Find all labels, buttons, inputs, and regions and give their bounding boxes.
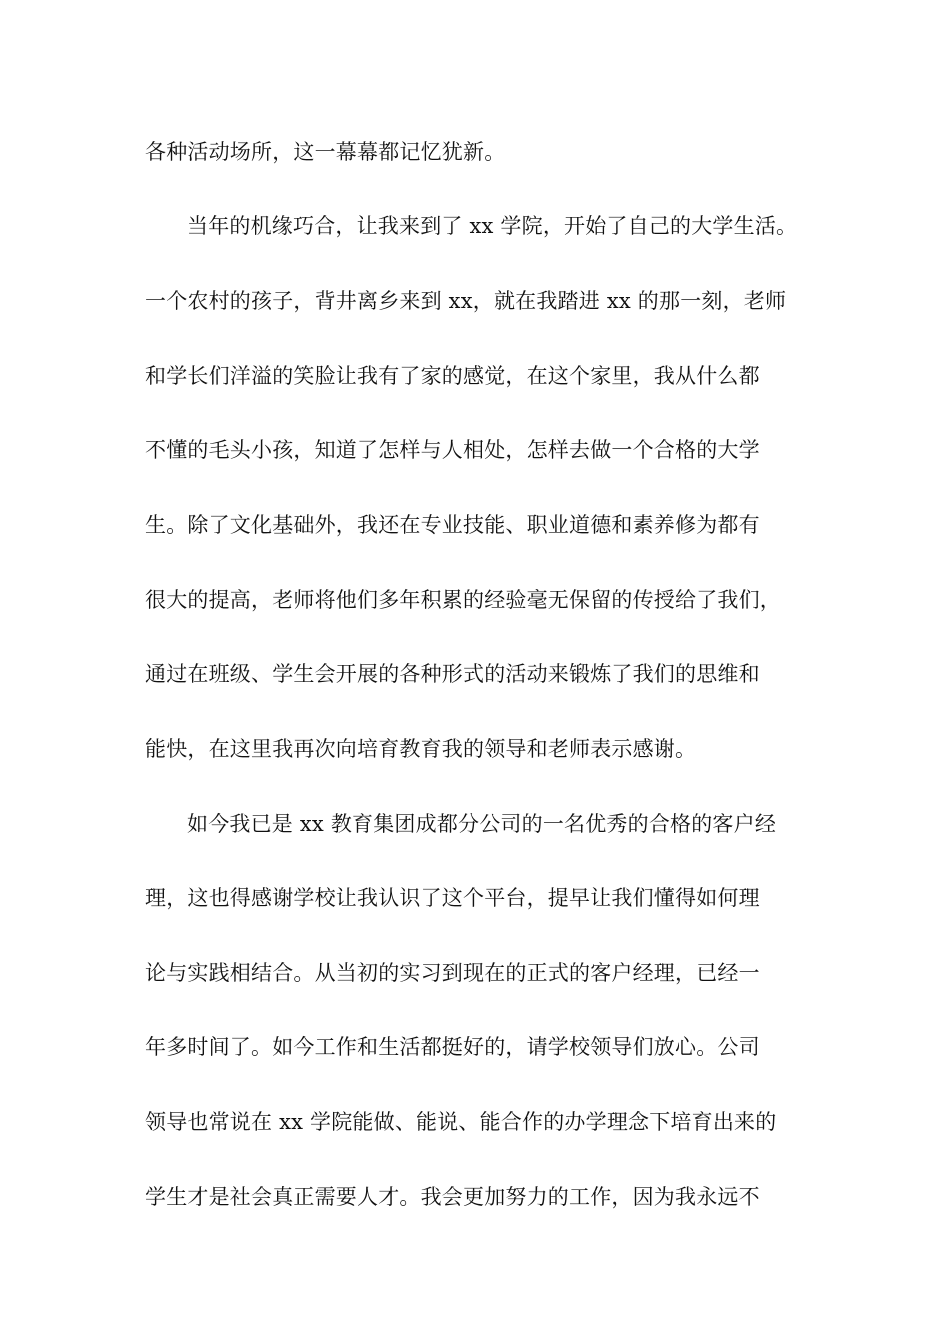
text-line-12: 论与实践相结合。从当初的实习到现在的正式的客户经理，已经一 <box>145 961 760 985</box>
text-line-6: 生。除了文化基础外，我还在专业技能、职业道德和素养修为都有 <box>145 513 760 537</box>
text-line-10: 如今我已是 xx 教育集团成都分公司的一名优秀的合格的客户经 <box>187 812 777 836</box>
text-line-8: 通过在班级、学生会开展的各种形式的活动来锻炼了我们的思维和 <box>145 662 760 686</box>
text-line-11: 理，这也得感谢学校让我认识了这个平台，提早让我们懂得如何理 <box>145 886 760 910</box>
text-line-14: 领导也常说在 xx 学院能做、能说、能合作的办学理念下培育出来的 <box>145 1110 777 1134</box>
text-line-9: 能快，在这里我再次向培育教育我的领导和老师表示感谢。 <box>145 737 697 761</box>
text-line-3: 一个农村的孩子，背井离乡来到 xx，就在我踏进 xx 的那一刻，老师 <box>145 289 787 313</box>
text-line-13: 年多时间了。如今工作和生活都挺好的，请学校领导们放心。公司 <box>145 1035 760 1059</box>
text-line-15: 学生才是社会真正需要人才。我会更加努力的工作，因为我永远不 <box>145 1185 760 1209</box>
text-line-2: 当年的机缘巧合，让我来到了 xx 学院，开始了自己的大学生活。 <box>187 214 798 238</box>
text-line-5: 不懂的毛头小孩，知道了怎样与人相处，怎样去做一个合格的大学 <box>145 438 760 462</box>
text-line-1: 各种活动场所，这一幕幕都记忆犹新。 <box>145 140 506 164</box>
text-line-7: 很大的提高，老师将他们多年积累的经验毫无保留的传授给了我们， <box>145 588 781 612</box>
text-line-4: 和学长们洋溢的笑脸让我有了家的感觉，在这个家里，我从什么都 <box>145 364 760 388</box>
